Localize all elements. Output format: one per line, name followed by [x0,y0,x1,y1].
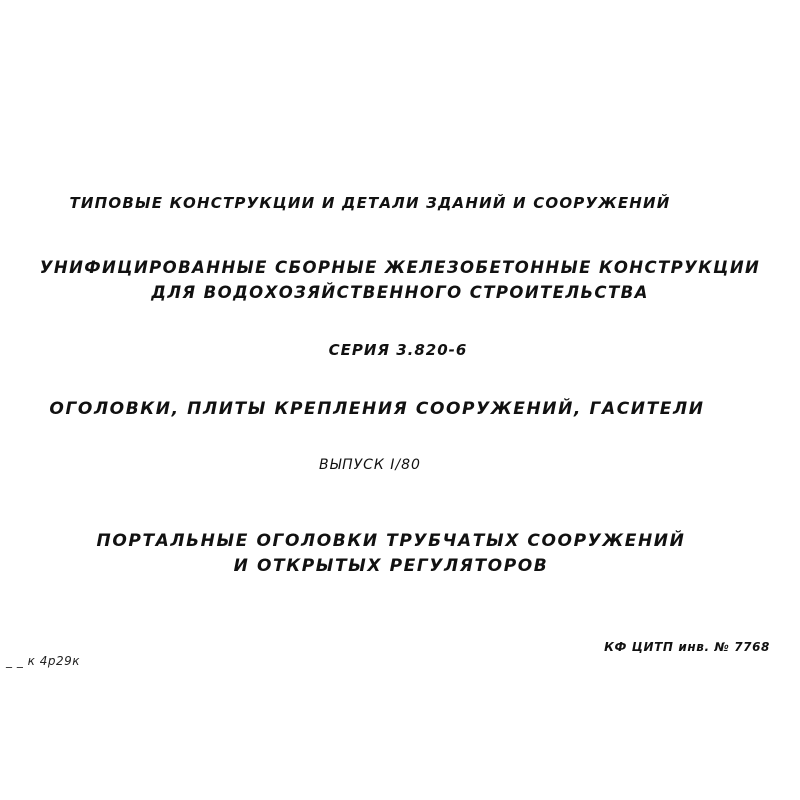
section-title: ОГОЛОВКИ, ПЛИТЫ КРЕПЛЕНИЯ СООРУЖЕНИЙ, ГАСИТЕЛИ [49,399,705,419]
issue-number: ВЫПУСК I/80 [319,457,421,473]
series-number: СЕРИЯ 3.820-6 [328,341,468,359]
issue-title-line-2: И ОТКРЫТЫХ РЕГУЛЯТОРОВ [233,556,549,576]
inventory-stamp: КФ ЦИТП инв. № 7768 [604,640,770,654]
subject-line-1: УНИФИЦИРОВАННЫЕ СБОРНЫЕ ЖЕЛЕЗОБЕТОННЫЕ КОНСТРУКЦИИ [39,258,761,277]
issue-title-line-1: ПОРТАЛЬНЫЕ ОГОЛОВКИ ТРУБЧАТЫХ СООРУЖЕНИЙ [96,531,686,551]
collection-title: ТИПОВЫЕ КОНСТРУКЦИИ И ДЕТАЛИ ЗДАНИЙ И СООРУЖЕНИЙ [69,194,671,212]
subject-line-2: ДЛЯ ВОДОХОЗЯЙСТВЕННОГО СТРОИТЕЛЬСТВА [151,283,649,302]
margin-note: _ _ к 4р29к [6,654,80,668]
